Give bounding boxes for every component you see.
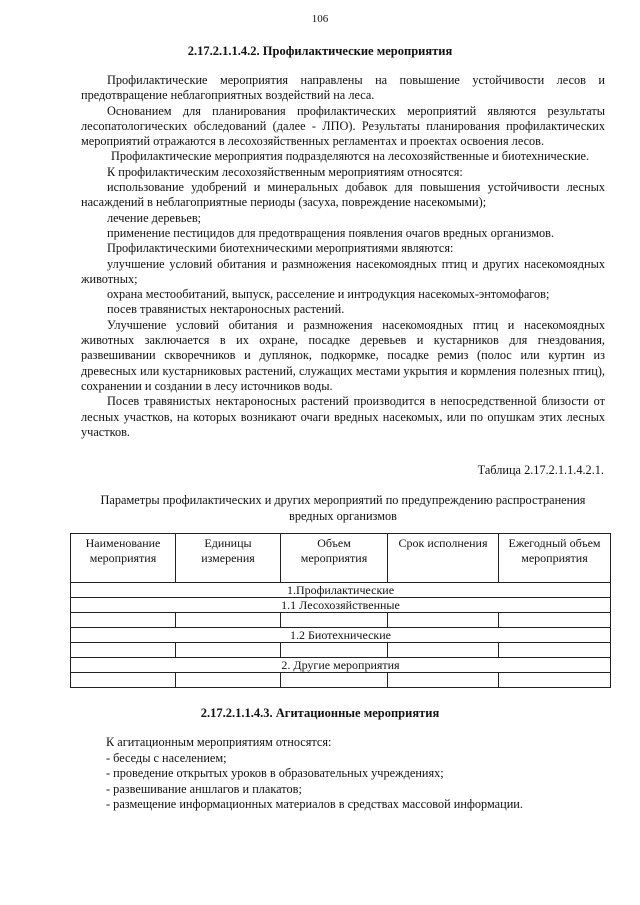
paragraph: Основанием для планирования профилактических мероприятий являются результаты лесопатологических обследований (далее - ЛПО). Результаты планирования профилактических мероприятий отражаются в лесохозяйственных регламентах и проектах освоения лесов. xyxy=(81,103,605,149)
table-group-row xyxy=(71,658,611,673)
page-number: 106 xyxy=(311,13,329,25)
group-label: 1.1 Лесохозяйственные xyxy=(71,598,611,613)
table-group-row xyxy=(71,583,611,598)
group-label: 1.Профилактические xyxy=(71,583,611,598)
header-cell: Ежегодный объем мероприятия xyxy=(499,534,611,583)
list-item: улучшение условий обитания и размножения насекомоядных птиц и других насекомоядных животных; xyxy=(81,256,605,286)
table-header-row xyxy=(71,534,611,583)
section-title-preventive: 2.17.2.1.1.4.2. Профилактические мероприятия xyxy=(187,44,453,58)
section-title-agitation: 2.17.2.1.1.4.3. Агитационные мероприятия xyxy=(200,706,440,720)
list-item: - беседы с населением; xyxy=(106,750,227,765)
paragraph: Профилактические мероприятия направлены на повышение устойчивости лесов и предотвращение неблагоприятных воздействий на леса. xyxy=(81,73,605,103)
list-item: применение пестицидов для предотвращения появления очагов вредных организмов. xyxy=(107,225,555,240)
paragraph: Профилактические мероприятия подразделяются на лесохозяйственные и биотехнические. xyxy=(111,149,590,164)
paragraph: Улучшение условий обитания и размножения насекомоядных птиц и насекомоядных животных заключается в их охране, посадке деревьев и кустарников для гнездования, развешивании скворечников и дуплянок, подкормке, посадке ремиз (полос или куртин из древесных или кустарниковых растений, служащих местами укрытия и кормления полезных птиц), сохранении и создании в лесу источников воды. xyxy=(81,317,605,393)
parameters-table xyxy=(70,533,611,688)
preventive-body xyxy=(81,73,605,440)
list-item: - проведение открытых уроков в образовательных учреждениях; xyxy=(106,766,444,780)
list-item: лечение деревьев; xyxy=(107,210,202,225)
list-item: охрана местообитаний, выпуск, расселение и интродукция насекомых-энтомофагов; xyxy=(107,287,550,302)
table-row xyxy=(71,673,611,688)
header-cell: Объем мероприятия xyxy=(281,534,388,583)
header-cell: Единицы измерения xyxy=(176,534,281,583)
paragraph: Профилактическими биотехническими мероприятиями являются: xyxy=(107,241,454,256)
list-item: - размещение информационных материалов в средствах массовой информации. xyxy=(106,797,523,811)
header-cell: Наименование мероприятия xyxy=(71,534,176,583)
paragraph: Посев травянистых нектароносных растений производится в непосредственной близости от лесных участков, на которых возникают очаги вредных насекомых, или по опушкам этих лесных участков. xyxy=(81,394,605,439)
paragraph: К профилактическим лесохозяйственным мероприятиям относятся: xyxy=(107,164,463,179)
table-caption: Параметры профилактических и других мероприятий по предупреждению распространения вредных организмов xyxy=(100,493,586,523)
header-cell: Срок исполнения xyxy=(388,534,499,583)
table-row xyxy=(71,613,611,628)
group-label: 2. Другие мероприятия xyxy=(71,658,611,673)
table-group-row xyxy=(71,598,611,613)
agitation-intro: К агитационным мероприятиям относятся: xyxy=(106,735,332,749)
list-item: использование удобрений и минеральных добавок для повышения устойчивости лесных насаждений в неблагоприятные периоды (засуха, повреждение насекомыми); xyxy=(81,180,605,210)
group-label: 1.2 Биотехнические xyxy=(71,628,611,643)
table-row xyxy=(71,643,611,658)
list-item: - развешивание аншлагов и плакатов; xyxy=(106,781,302,796)
list-item: посев травянистых нектароносных растений. xyxy=(107,302,345,317)
table-label: Таблица 2.17.2.1.1.4.2.1. xyxy=(477,463,604,477)
agitation-list xyxy=(106,735,606,813)
table-group-row xyxy=(71,628,611,643)
